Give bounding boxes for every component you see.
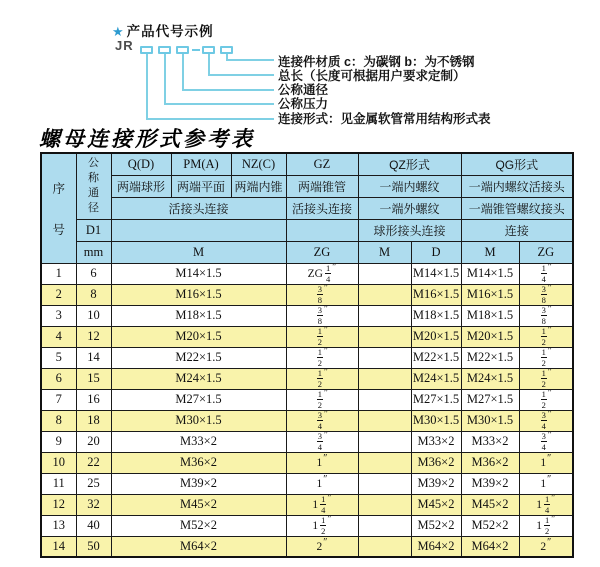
m-thread-cell: M24×1.5 [111,368,286,389]
gz-zg-cell: 1″ [286,452,358,473]
qg-m-cell: M27×1.5 [461,389,519,410]
header-dn [76,153,111,219]
leader-line [146,54,148,120]
code-label-conn: 连接形式：见金属软管常用结构形式表 [278,112,491,126]
qz-d-cell: M24×1.5 [411,368,461,389]
row-number-cell: 1 [41,263,76,284]
header-type-pm: PM(A) [171,153,231,175]
row-number-cell: 6 [41,368,76,389]
code-dash [192,49,200,51]
qz-m-cell [358,452,411,473]
m-thread-cell: M27×1.5 [111,389,286,410]
header-qg-conn: 连接 [461,219,573,241]
qz-d-cell: M27×1.5 [411,389,461,410]
gz-zg-cell: $\frac{1}{2}$ ″ [286,326,358,347]
m-thread-cell: M20×1.5 [111,326,286,347]
dn-cell: 12 [76,326,111,347]
qz-m-cell [358,473,411,494]
m-thread-cell: M18×1.5 [111,305,286,326]
leader-line [226,59,274,61]
row-number-cell: 4 [41,326,76,347]
dn-cell: 15 [76,368,111,389]
code-box-2 [158,46,171,54]
qg-m-cell: M64×2 [461,536,519,557]
nut-connection-table [40,152,574,558]
gz-zg-cell: $\frac{3}{4}$ ″ [286,431,358,452]
qg-zg-cell: $\frac{1}{4}$ ″ [519,263,573,284]
table-row [41,389,573,410]
qg-zg-cell: $\frac{1}{2}$ ″ [519,326,573,347]
qg-m-cell: M33×2 [461,431,519,452]
qg-m-cell: M52×2 [461,515,519,536]
table-title: 螺母连接形式参考表 [39,127,255,151]
qz-m-cell [358,368,411,389]
header-zg: ZG [286,241,358,263]
qg-m-cell: M20×1.5 [461,326,519,347]
header-qg-desc2: 一端锥管螺纹接头 [461,197,573,219]
m-thread-cell: M30×1.5 [111,410,286,431]
qg-m-cell: M14×1.5 [461,263,519,284]
dn-cell: 20 [76,431,111,452]
gz-zg-cell: 2″ [286,536,358,557]
qg-zg-cell: $\frac{3}{8}$ ″ [519,305,573,326]
leader-line [208,54,210,76]
gz-zg-cell: 1 $\frac{1}{2}$ ″ [286,515,358,536]
dn-cell: 6 [76,263,111,284]
header-qz-d: D [411,241,461,263]
code-label-pressure: 公称压力 [278,97,329,111]
gz-zg-cell: $\frac{1}{2}$ ″ [286,389,358,410]
header-type-q: Q(D) [111,153,171,175]
qz-m-cell [358,515,411,536]
row-number-cell: 11 [41,473,76,494]
code-box-5 [220,46,233,54]
m-thread-cell: M14×1.5 [111,263,286,284]
qz-m-cell [358,263,411,284]
header-type-gz: GZ [286,153,358,175]
header-qg-zg: ZG [519,241,573,263]
qz-d-cell: M36×2 [411,452,461,473]
m-thread-cell: M36×2 [111,452,286,473]
dn-cell: 50 [76,536,111,557]
m-thread-cell: M33×2 [111,431,286,452]
m-thread-cell: M39×2 [111,473,286,494]
code-label-length: 总长（长度可根据用户要求定制） [278,69,466,83]
header-qz-desc1: 一端内螺纹 [358,175,461,197]
table-row [41,536,573,557]
m-thread-cell: M22×1.5 [111,347,286,368]
table-row [41,284,573,305]
m-thread-cell: M16×1.5 [111,284,286,305]
header-gz-spacer [286,219,358,241]
qg-zg-cell: $\frac{1}{2}$ ″ [519,347,573,368]
header-qz-m: M [358,241,411,263]
header-dn-text: 公 称 通 径 [88,157,99,215]
qg-zg-cell: $\frac{3}{4}$ ″ [519,410,573,431]
leader-line [164,103,274,105]
header-seq [41,153,76,263]
qz-d-cell: M16×1.5 [411,284,461,305]
product-code-heading [112,20,214,40]
leader-line [208,74,274,76]
qg-m-cell: M16×1.5 [461,284,519,305]
qz-d-cell: M14×1.5 [411,263,461,284]
qg-zg-cell: $\frac{3}{4}$ ″ [519,431,573,452]
header-qg-m: M [461,241,519,263]
qz-m-cell [358,410,411,431]
table-row [41,473,573,494]
qg-zg-cell: 2″ [519,536,573,557]
qg-m-cell: M45×2 [461,494,519,515]
code-label-dn: 公称通径 [278,83,329,97]
qg-m-cell: M22×1.5 [461,347,519,368]
code-box-1 [140,46,153,54]
m-thread-cell: M45×2 [111,494,286,515]
gz-zg-cell: 1″ [286,473,358,494]
table-row [41,452,573,473]
qz-m-cell [358,431,411,452]
qg-m-cell: M30×1.5 [461,410,519,431]
qg-zg-cell: 1 $\frac{1}{2}$ ″ [519,515,573,536]
qg-m-cell: M39×2 [461,473,519,494]
header-type-qz: QZ形式 [358,153,461,175]
leader-line [146,118,274,120]
qz-d-cell: M30×1.5 [411,410,461,431]
qg-zg-cell: $\frac{1}{2}$ ″ [519,389,573,410]
header-union-conn: 活接头连接 [111,197,286,219]
row-number-cell: 5 [41,347,76,368]
qg-m-cell: M18×1.5 [461,305,519,326]
qg-zg-cell: $\frac{3}{8}$ ″ [519,284,573,305]
row-number-cell: 3 [41,305,76,326]
qg-m-cell: M36×2 [461,452,519,473]
qg-zg-cell: 1″ [519,452,573,473]
header-type-nz: NZ(C) [231,153,286,175]
gz-zg-cell: $\frac{3}{8}$ ″ [286,305,358,326]
leader-line [182,54,184,91]
leader-line [164,54,166,105]
row-number-cell: 2 [41,284,76,305]
dn-cell: 25 [76,473,111,494]
row-number-cell: 9 [41,431,76,452]
star-icon: ★ [112,24,125,39]
header-nz-desc: 两端内锥 [231,175,286,197]
row-number-cell: 8 [41,410,76,431]
dn-cell: 10 [76,305,111,326]
gz-zg-cell: $\frac{3}{4}$ ″ [286,410,358,431]
table-row [41,431,573,452]
qz-d-cell: M39×2 [411,473,461,494]
qg-zg-cell: $\frac{1}{2}$ ″ [519,368,573,389]
table-row [41,326,573,347]
header-m: M [111,241,286,263]
header-qz-desc2: 一端外螺纹 [358,197,461,219]
row-number-cell: 7 [41,389,76,410]
header-qg-desc1: 一端内螺纹活接头 [461,175,573,197]
gz-zg-cell: $\frac{1}{2}$ ″ [286,368,358,389]
qz-m-cell [358,305,411,326]
header-qz-conn: 球形接头连接 [358,219,461,241]
dn-cell: 32 [76,494,111,515]
table-row [41,515,573,536]
dn-cell: 8 [76,284,111,305]
table-row [41,494,573,515]
row-number-cell: 10 [41,452,76,473]
code-box-3 [176,46,189,54]
qz-d-cell: M64×2 [411,536,461,557]
leader-line [182,89,274,91]
row-number-cell: 13 [41,515,76,536]
qz-m-cell [358,494,411,515]
table-row [41,410,573,431]
header-seq-text: 序 号 [52,181,65,237]
qz-m-cell [358,536,411,557]
gz-zg-cell: ZG $\frac{1}{4}$ ″ [286,263,358,284]
qz-d-cell: M22×1.5 [411,347,461,368]
table-row [41,347,573,368]
header-d1: D1 [76,219,111,241]
qz-m-cell [358,326,411,347]
gz-zg-cell: 1 $\frac{1}{4}$ ″ [286,494,358,515]
table-row [41,368,573,389]
product-code-heading-text: 产品代号示例 [126,24,214,39]
code-label-material: 连接件材质 c：为碳钢 b：为不锈钢 [278,55,475,69]
header-q-desc: 两端球形 [111,175,171,197]
qz-d-cell: M20×1.5 [411,326,461,347]
m-thread-cell: M52×2 [111,515,286,536]
code-box-4 [202,46,215,54]
qz-d-cell: M45×2 [411,494,461,515]
qz-d-cell: M52×2 [411,515,461,536]
m-thread-cell: M64×2 [111,536,286,557]
dn-cell: 40 [76,515,111,536]
table-row [41,263,573,284]
header-gz-conn: 活接头连接 [286,197,358,219]
dn-cell: 14 [76,347,111,368]
qg-m-cell: M24×1.5 [461,368,519,389]
dn-cell: 22 [76,452,111,473]
header-left-spacer [111,219,286,241]
qz-m-cell [358,389,411,410]
header-mm: mm [76,241,111,263]
table-row [41,305,573,326]
header-type-qg: QG形式 [461,153,573,175]
qg-zg-cell: 1 $\frac{1}{4}$ ″ [519,494,573,515]
qz-m-cell [358,347,411,368]
row-number-cell: 14 [41,536,76,557]
qg-zg-cell: 1″ [519,473,573,494]
gz-zg-cell: $\frac{3}{8}$ ″ [286,284,358,305]
gz-zg-cell: $\frac{1}{2}$ ″ [286,347,358,368]
row-number-cell: 12 [41,494,76,515]
header-gz-desc: 两端锥管 [286,175,358,197]
qz-d-cell: M33×2 [411,431,461,452]
dn-cell: 18 [76,410,111,431]
dn-cell: 16 [76,389,111,410]
qz-d-cell: M18×1.5 [411,305,461,326]
code-prefix: JR [115,38,134,53]
qz-m-cell [358,284,411,305]
header-pm-desc: 两端平面 [171,175,231,197]
